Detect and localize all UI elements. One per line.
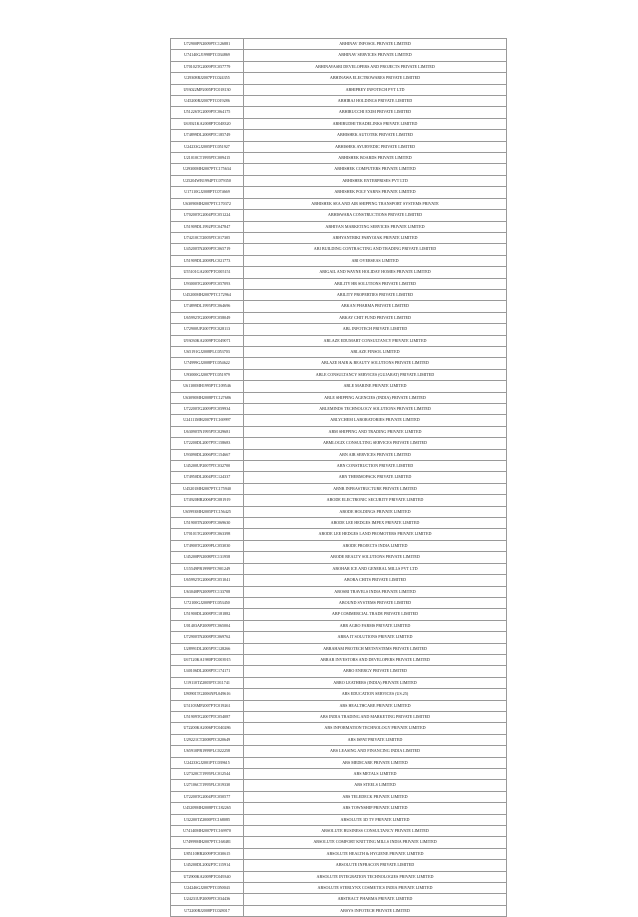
company-name-cell: ABLE MARINE PRIVATE LIMITED xyxy=(244,381,507,392)
table-row xyxy=(171,757,507,768)
cin-cell: U17110GJ2008PTC074669 xyxy=(171,187,244,198)
table-row xyxy=(171,791,507,802)
company-name-cell: ABS TOWNSHIP PRIVATE LIMITED xyxy=(244,803,507,814)
cin-cell: U40106DL2008PTC174171 xyxy=(171,666,244,677)
table-row xyxy=(171,244,507,255)
company-name-cell: ABL INFOTECH PRIVATE LIMITED xyxy=(244,324,507,335)
cin-cell: U21010CT1995PTC009415 xyxy=(171,153,244,164)
table-row xyxy=(171,426,507,437)
table-row xyxy=(171,312,507,323)
table-row xyxy=(171,689,507,700)
cin-cell: U65191GJ2008PLC053703 xyxy=(171,346,244,357)
cin-cell: U63921KA2008PTC048320 xyxy=(171,118,244,129)
cin-cell: U25204WB1994PTC079350 xyxy=(171,175,244,186)
table-row xyxy=(171,461,507,472)
company-register-table xyxy=(170,38,507,917)
cin-cell: U72900KA2009PTC049340 xyxy=(171,871,244,882)
company-name-cell: ABODE LEE HEDGES LAND PROMOTERS PRIVATE LIMITED xyxy=(244,529,507,540)
table-row xyxy=(171,255,507,266)
company-name-cell: ABHISHEK SEA AND AIR SHIPPING TRANSPORT SYSTEMS PRIVATE xyxy=(244,198,507,209)
cin-cell: U74999MH2007PTC168481 xyxy=(171,837,244,848)
cin-cell: U74900TG2009PLC053030 xyxy=(171,540,244,551)
table-row xyxy=(171,107,507,118)
table-row xyxy=(171,495,507,506)
table-row xyxy=(171,415,507,426)
cin-cell: U74140GJ1998PTC034869 xyxy=(171,50,244,61)
company-name-cell: ABN THERMOPACK PRIVATE LIMITED xyxy=(244,472,507,483)
table-row xyxy=(171,221,507,232)
company-name-cell: ABILITY PROPERTIES PRIVATE LIMITED xyxy=(244,289,507,300)
cin-cell: U72200TG2009PTC059934 xyxy=(171,404,244,415)
cin-cell: U74899DL1995PTC064696 xyxy=(171,301,244,312)
cin-cell: U45201MH2007PTC175940 xyxy=(171,483,244,494)
table-row xyxy=(171,529,507,540)
company-name-cell: ABHINAVASRI DEVELOPERS AND PROJECTS PRIVATE LIMITED xyxy=(244,61,507,72)
cin-cell: U67120KA1980PTC003915 xyxy=(171,654,244,665)
table-row xyxy=(171,597,507,608)
table-row xyxy=(171,175,507,186)
company-name-cell: ABHINAV INFOSOL PRIVATE LIMITED xyxy=(244,39,507,50)
table-row xyxy=(171,575,507,586)
company-name-cell: ABHIRAJ HOLDINGS PRIVATE LIMITED xyxy=(244,96,507,107)
cin-cell: U70200TG2004PTC051224 xyxy=(171,210,244,221)
table-row xyxy=(171,358,507,369)
cin-cell: U01403AP2009PTC065004 xyxy=(171,620,244,631)
company-name-cell: ABHIRUDHI TRADELINKS PRIVATE LIMITED xyxy=(244,118,507,129)
company-name-cell: ABS INDIA TRADING AND MARKETING PRIVATE LIMITED xyxy=(244,711,507,722)
cin-cell: U51900TN2009PTC069630 xyxy=(171,518,244,529)
table-row xyxy=(171,50,507,61)
cin-cell: U55101GA2007PTC005151 xyxy=(171,267,244,278)
company-name-cell: ABHYANTRIKI PARYOJAK PRIVATE LIMITED xyxy=(244,232,507,243)
table-row xyxy=(171,164,507,175)
company-name-cell: ABRAR INVESTORS AND DEVELOPERS PRIVATE LIMITED xyxy=(244,654,507,665)
table-row xyxy=(171,301,507,312)
table-row xyxy=(171,153,507,164)
company-name-cell: ABS INFORMATION TECHNOLOGY PRIVATE LIMITED xyxy=(244,723,507,734)
cin-cell: U93000TG2009PTC057093 xyxy=(171,278,244,289)
table-row xyxy=(171,860,507,871)
table-row xyxy=(171,324,507,335)
company-name-cell: ABM SHIPPING AND TRADING PRIVATE LIMITED xyxy=(244,426,507,437)
cin-cell: U65992TG2006PTC051041 xyxy=(171,575,244,586)
table-row xyxy=(171,803,507,814)
table-row xyxy=(171,369,507,380)
company-name-cell: ABS TELEDECK PRIVATE LIMITED xyxy=(244,791,507,802)
company-name-cell: ABODE REALTY SOLUTIONS PRIVATE LIMITED xyxy=(244,552,507,563)
table-row xyxy=(171,643,507,654)
cin-cell: U24233GJ2001PTC039615 xyxy=(171,757,244,768)
company-name-cell: ABS METALS LIMITED xyxy=(244,769,507,780)
table-row xyxy=(171,84,507,95)
cin-cell: U72100GJ2009PTC053450 xyxy=(171,597,244,608)
cin-cell: U51909TG2007PTC054087 xyxy=(171,711,244,722)
table-row xyxy=(171,472,507,483)
cin-cell: U24246GJ2007PTC050043 xyxy=(171,883,244,894)
cin-cell: U93030KA2009PTC049071 xyxy=(171,335,244,346)
table-row xyxy=(171,198,507,209)
company-name-cell: ABKAN PHARMA PRIVATE LIMITED xyxy=(244,301,507,312)
table-row xyxy=(171,723,507,734)
table-row xyxy=(171,734,507,745)
cin-cell: U27320CT1995PLC012544 xyxy=(171,769,244,780)
company-name-cell: ABLAZE FINSOL LIMITED xyxy=(244,346,507,357)
company-name-cell: ABIGAIL AND WAYNE HOLIDAY HOMES PRIVATE LIMITED xyxy=(244,267,507,278)
table-row xyxy=(171,232,507,243)
cin-cell: U45200UP2007PTC032700 xyxy=(171,461,244,472)
cin-cell: U51226TG2009PTC064175 xyxy=(171,107,244,118)
table-row xyxy=(171,392,507,403)
cin-cell: U72900UP2007PTC028113 xyxy=(171,324,244,335)
table-body xyxy=(171,39,507,917)
table-row xyxy=(171,381,507,392)
cin-cell: U74140MH2007PTC169970 xyxy=(171,826,244,837)
cin-cell: U24233GJ2005PTC051927 xyxy=(171,141,244,152)
company-name-cell: ABRAHAM PROTECH METSYSTEMS PRIVATE LIMITED xyxy=(244,643,507,654)
cin-cell: U63040PN2009PTC133708 xyxy=(171,586,244,597)
table-row xyxy=(171,540,507,551)
table-row xyxy=(171,666,507,677)
cin-cell: U72200DL2007PTC158683 xyxy=(171,438,244,449)
company-name-cell: ABOSRI TRAVELS INDIA PRIVATE LIMITED xyxy=(244,586,507,597)
table-row xyxy=(171,438,507,449)
company-name-cell: ABHINAV SERVICES PRIVATE LIMITED xyxy=(244,50,507,61)
cin-cell: U63090TN1995PTC029681 xyxy=(171,426,244,437)
table-row xyxy=(171,552,507,563)
cin-cell: U93000GJ2007PTC051979 xyxy=(171,369,244,380)
company-name-cell: ABHIYAN MARKETING SERVICES PRIVATE LIMITED xyxy=(244,221,507,232)
cin-cell: U45200DL2002PTC115914 xyxy=(171,860,244,871)
cin-cell: U93022MP2005PTC018130 xyxy=(171,84,244,95)
table-row xyxy=(171,449,507,460)
company-name-cell: ABSOLUTE BUSINESS CONSULTANCY PRIVATE LIMITED xyxy=(244,826,507,837)
table-row xyxy=(171,483,507,494)
company-name-cell: ABI BUILDING CONTRACTING AND TRADING PRIVATE LIMITED xyxy=(244,244,507,255)
cin-cell: U51900DL2008PTC181882 xyxy=(171,609,244,620)
company-name-cell: ABLE SHIPPING AGENCIES (INDIA) PRIVATE LIMITED xyxy=(244,392,507,403)
company-name-cell: ABHISHEK AYURVEDIC PRIVATE LIMITED xyxy=(244,141,507,152)
cin-cell: U45200TN2009PTC065719 xyxy=(171,244,244,255)
table-row xyxy=(171,563,507,574)
cin-cell: U19110TZ2005PTC011741 xyxy=(171,677,244,688)
company-name-cell: ABSTRACT PHARMA PRIVATE LIMITED xyxy=(244,894,507,905)
cin-cell: U45209MH2008PTC182265 xyxy=(171,803,244,814)
company-name-cell: ABN AIR SERVICES PRIVATE LIMITED xyxy=(244,449,507,460)
table-row xyxy=(171,187,507,198)
cin-cell: U72200TG2004PTC050577 xyxy=(171,791,244,802)
table-row xyxy=(171,814,507,825)
company-name-cell: ABI OVERSEAS LIMITED xyxy=(244,255,507,266)
cin-cell: U72900PN2009PTC126881 xyxy=(171,39,244,50)
company-name-cell: ABRA IT SOLUTIONS PRIVATE LIMITED xyxy=(244,632,507,643)
cin-cell: U80901TG2006NPL049616 xyxy=(171,689,244,700)
company-name-cell: ABNR INFRASTRUCTURE PRIVATE LIMITED xyxy=(244,483,507,494)
company-name-cell: ABORA CHITS PRIVATE LIMITED xyxy=(244,575,507,586)
cin-cell: U93090DL2006PTC154667 xyxy=(171,449,244,460)
cin-cell: U32200TZ2000PTC168085 xyxy=(171,814,244,825)
table-row xyxy=(171,654,507,665)
company-name-cell: ABS MEDICARE PRIVATE LIMITED xyxy=(244,757,507,768)
company-name-cell: ABHISWARA CONSTRUCTIONS PRIVATE LIMITED xyxy=(244,210,507,221)
table-row xyxy=(171,632,507,643)
cin-cell: U72900TN2008PTC069762 xyxy=(171,632,244,643)
table-row xyxy=(171,61,507,72)
company-name-cell: ABSOLUTE HEALTH & HYGIENE PRIVATE LIMITED xyxy=(244,848,507,859)
table-row xyxy=(171,118,507,129)
company-name-cell: ABLAZE EDUMART CONSULTANCY PRIVATE LIMITED xyxy=(244,335,507,346)
table-row xyxy=(171,711,507,722)
cin-cell: U29300MH2007PTC175634 xyxy=(171,164,244,175)
company-name-cell: ABSOLUTE COMFORT KNITTING MILLS INDIA PRIVATE LIMITED xyxy=(244,837,507,848)
table-row xyxy=(171,278,507,289)
company-name-cell: ABHISHEK BOARDS PRIVATE LIMITED xyxy=(244,153,507,164)
company-name-cell: ABODE PROJECTS INDIA LIMITED xyxy=(244,540,507,551)
company-name-cell: ABRO ENERGY PRIVATE LIMITED xyxy=(244,666,507,677)
company-name-cell: ABRO LEATHERS (INDIA) PRIVATE LIMITED xyxy=(244,677,507,688)
table-row xyxy=(171,826,507,837)
company-name-cell: ABLYCHEM LABORATORIES PRIVATE LIMITED xyxy=(244,415,507,426)
table-row xyxy=(171,620,507,631)
cin-cell: U24231UP2009PTC034436 xyxy=(171,894,244,905)
company-name-cell: ABSOLUTE STERLYNX COSMETICS INDIA PRIVATE LIMITED xyxy=(244,883,507,894)
table-row xyxy=(171,39,507,50)
cin-cell: U29308RJ2007PTC024355 xyxy=(171,73,244,84)
cin-cell: U45200RJ2007PTC019286 xyxy=(171,96,244,107)
cin-cell: U15549PB1999PTC901249 xyxy=(171,563,244,574)
company-name-cell: ABSOLUTE INTEGRATION TECHNOLOGIES PRIVATE LIMITED xyxy=(244,871,507,882)
cin-cell: U63090MH2007PTC170372 xyxy=(171,198,244,209)
table-row xyxy=(171,609,507,620)
table-row xyxy=(171,73,507,84)
cin-cell: U24111MH2007PTC169997 xyxy=(171,415,244,426)
company-name-cell: ABSOLUTE 3D TV PRIVATE LIMITED xyxy=(244,814,507,825)
table-row xyxy=(171,769,507,780)
cin-cell: U65992TG2009PTC058049 xyxy=(171,312,244,323)
table-row xyxy=(171,346,507,357)
company-name-cell: ABODE ELECTRONIC SECURITY PRIVATE LIMITED xyxy=(244,495,507,506)
company-name-cell: ABODE LEE HEDGES IMPEX PRIVATE LIMITED xyxy=(244,518,507,529)
table-row xyxy=(171,506,507,517)
company-name-cell: ABOHAR ICE AND GENERAL MILLS PVT LTD xyxy=(244,563,507,574)
company-name-cell: ABHISHEK ENTERPRISES PVT LTD xyxy=(244,175,507,186)
table-row xyxy=(171,780,507,791)
company-name-cell: ABSOLUTE INFRACON PRIVATE LIMITED xyxy=(244,860,507,871)
table-row xyxy=(171,130,507,141)
cin-cell: U70101TG2009PTC063398 xyxy=(171,529,244,540)
table-row xyxy=(171,848,507,859)
cin-cell: U45200PN2008PTC131958 xyxy=(171,552,244,563)
company-name-cell: ABS LEASING AND FINANCING INDIA LIMITED xyxy=(244,746,507,757)
table-row xyxy=(171,905,507,916)
company-name-cell: ABN CONSTRUCTION PRIVATE LIMITED xyxy=(244,461,507,472)
company-name-cell: ABHISHEK COMPUTERS PRIVATE LIMITED xyxy=(244,164,507,175)
table-row xyxy=(171,700,507,711)
cin-cell: U74999GJ2008PTC054622 xyxy=(171,358,244,369)
table-row xyxy=(171,267,507,278)
cin-cell: U74899DL2008PTC185749 xyxy=(171,130,244,141)
company-name-cell: ABHINAWA ELECTROWARES PRIVATE LIMITED xyxy=(244,73,507,84)
table-row xyxy=(171,518,507,529)
cin-cell: U65910PB1999PLC022258 xyxy=(171,746,244,757)
company-name-cell: ABOUND SYSTEMS PRIVATE LIMITED xyxy=(244,597,507,608)
cin-cell: U51909DL1992PTC047847 xyxy=(171,221,244,232)
company-name-cell: ABS EDUCATION SERVICES (US.25) xyxy=(244,689,507,700)
cin-cell: U45200MH2007PTC172964 xyxy=(171,289,244,300)
cin-cell: U70102TG2009PTC057779 xyxy=(171,61,244,72)
cin-cell: U51909DL2008PLC021773 xyxy=(171,255,244,266)
cin-cell: U27106CT1995PLC019330 xyxy=(171,780,244,791)
company-name-cell: ABP COMMERCIAL TRADE PRIVATE LIMITED xyxy=(244,609,507,620)
cin-cell: U85110HR2009PTC030615 xyxy=(171,848,244,859)
company-name-cell: ABODE HOLDINGS PRIVATE LIMITED xyxy=(244,506,507,517)
company-name-cell: ABS HEALTHCARE PRIVATE LIMITED xyxy=(244,700,507,711)
company-name-cell: ABLE CONSULTANCY SERVICES (GUJARAT) PRIVATE LIMITED xyxy=(244,369,507,380)
table-row xyxy=(171,746,507,757)
cin-cell: U72200KA2006PTC040286 xyxy=(171,723,244,734)
company-name-cell: ABS ISPAT PRIVATE LIMITED xyxy=(244,734,507,745)
cin-cell: U74950DL2004PTC124337 xyxy=(171,472,244,483)
company-name-cell: ABS STEELS LIMITED xyxy=(244,780,507,791)
company-name-cell: ABKAY CHIT FUND PRIVATE LIMITED xyxy=(244,312,507,323)
company-name-cell: ABLEMINDS TECHNOLOGY SOLUTIONS PRIVATE LIMITED xyxy=(244,404,507,415)
table-row xyxy=(171,96,507,107)
cin-cell: U65993MH2005PTC156425 xyxy=(171,506,244,517)
company-name-cell: ABSYS INFOTECH PRIVATE LIMITED xyxy=(244,905,507,916)
cin-cell: U74920HR2006PTC081919 xyxy=(171,495,244,506)
company-name-cell: ABHISHEK AUTOTEK PRIVATE LIMITED xyxy=(244,130,507,141)
table-row xyxy=(171,894,507,905)
table-row xyxy=(171,141,507,152)
cin-cell: U74210CT2005PTC017305 xyxy=(171,232,244,243)
table-row xyxy=(171,871,507,882)
company-name-cell: ABHIRUCCHI EXIM PRIVATE LIMITED xyxy=(244,107,507,118)
company-name-cell: ABR AGRO FARMS PRIVATE LIMITED xyxy=(244,620,507,631)
table-row xyxy=(171,837,507,848)
cin-cell: U29221CT2008PTC020649 xyxy=(171,734,244,745)
table-row xyxy=(171,289,507,300)
table-row xyxy=(171,586,507,597)
table-row xyxy=(171,335,507,346)
cin-cell: U51103MP2007PTC019261 xyxy=(171,700,244,711)
company-name-cell: ABMLOGIX CONSULTING SERVICES PRIVATE LIMITED xyxy=(244,438,507,449)
cin-cell: U61100MH1995PTC109546 xyxy=(171,381,244,392)
table-row xyxy=(171,883,507,894)
company-name-cell: ABHIPREY INFOTECH PVT LTD xyxy=(244,84,507,95)
cin-cell: U28991DL2005PTC128266 xyxy=(171,643,244,654)
company-name-cell: ABILITY HR SOLUTIONS PRIVATE LIMITED xyxy=(244,278,507,289)
table-row xyxy=(171,677,507,688)
table-row xyxy=(171,210,507,221)
company-name-cell: ABHISHEK POLY YARNS PRIVATE LIMITED xyxy=(244,187,507,198)
table-row xyxy=(171,404,507,415)
cin-cell: U63090MH2008PTC127686 xyxy=(171,392,244,403)
cin-cell: U72200RJ2008PTC028017 xyxy=(171,905,244,916)
company-name-cell: ABLAZE HAIR & BEAUTY SOLUTIONS PRIVATE LIMITED xyxy=(244,358,507,369)
